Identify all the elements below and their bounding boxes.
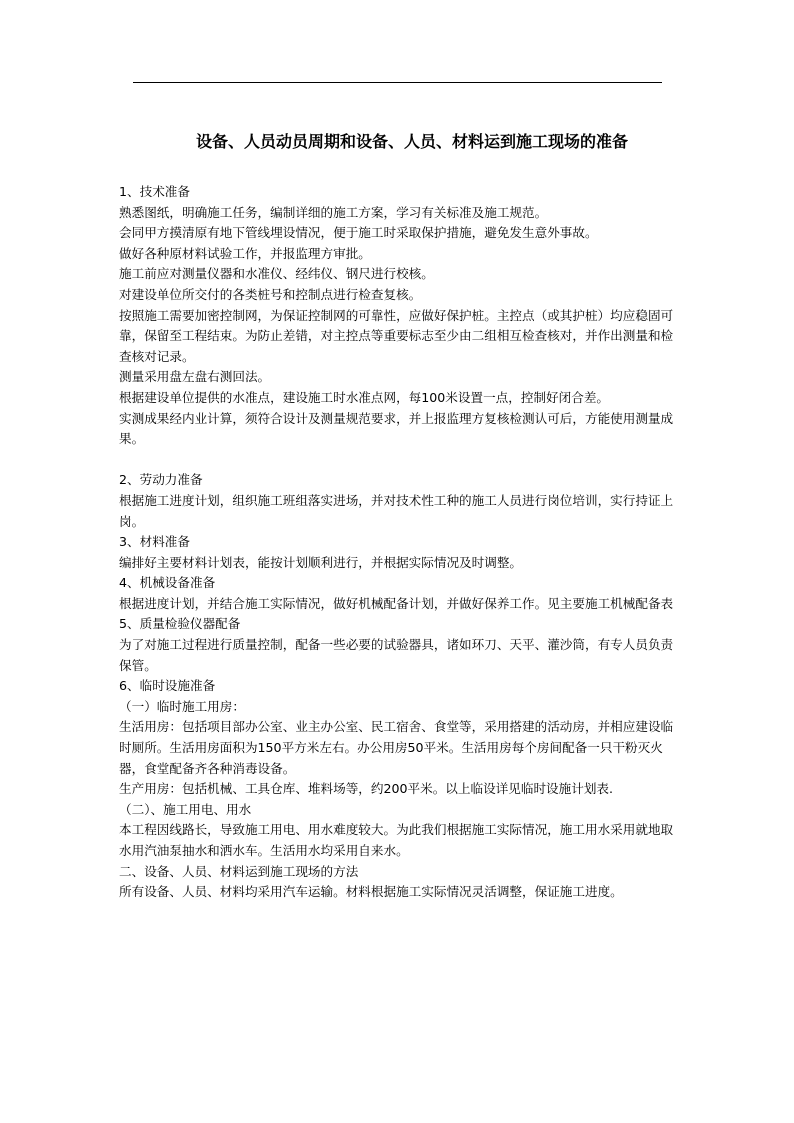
paragraph: 会同甲方摸清原有地下管线埋设情况，便于施工时采取保护措施，避免发生意外事故。 <box>119 225 598 241</box>
document-title: 设备、人员动员周期和设备、人员、材料运到施工现场的准备 <box>195 132 628 151</box>
paragraph: 生产用房：包括机械、工具仓库、堆料场等，约200平米。以上临设详见临时设施计划表. <box>119 781 614 797</box>
section-heading: 2、劳动力准备 <box>119 472 203 488</box>
paragraph: 按照施工需要加密控制网，为保证控制网的可靠性，应做好保护桩。主控点（或其护桩）均应稳固可靠，保留至工程结束。为防止差错，对主控点等重要标志至少由二组相互检查核对，并作出测量和检查核对记录。 <box>119 307 674 364</box>
section-heading: 4、机械设备准备 <box>119 575 216 591</box>
paragraph: 测量采用盘左盘右测回法。 <box>119 369 271 385</box>
section-heading: 3、材料准备 <box>119 534 190 550</box>
paragraph: 编排好主要材料计划表，能按计划顺利进行，并根据实际情况及时调整。 <box>119 554 522 570</box>
paragraph: 为了对施工过程进行质量控制，配备一些必要的试验器具，诸如环刀、天平、灌沙筒，有专人员负责保管。 <box>119 637 674 673</box>
subheading: （二）、施工用电、用水 <box>119 801 252 817</box>
paragraph: 所有设备、人员、材料均采用汽车运输。材料根据施工实际情况灵活调整，保证施工进度。 <box>119 884 623 900</box>
paragraph: 根据施工进度计划，组织施工班组落实进场，并对技术性工种的施工人员进行岗位培训，实行持证上岗。 <box>119 492 674 529</box>
paragraph: 根据建设单位提供的水准点，建设施工时水准点网，每100米设置一点，控制好闭合差。 <box>119 389 610 405</box>
paragraph: 施工前应对测量仪器和水准仪、经纬仪、钢尺进行校核。 <box>119 266 434 282</box>
document-body <box>119 182 679 903</box>
paragraph: 生活用房：包括项目部办公室、业主办公室、民工宿舍、食堂等，采用搭建的活动房，并相应建设临时厕所。生活用房面积为150平方米左右。办公用房50平米。生活用房每个房间配备一只干粉灭火器，食堂配备齐各种消毒设备。 <box>119 719 674 776</box>
paragraph: 本工程因线路长，导致施工用电、用水难度较大。为此我们根据施工实际情况，施工用水采用就地取水用汽油泵抽水和洒水车。生活用水均采用自来水。 <box>119 822 674 858</box>
section-heading: 6、临时设施准备 <box>119 678 216 694</box>
section-heading: 二、设备、人员、材料运到施工现场的方法 <box>119 863 359 879</box>
section-heading: 5、质量检验仪器配备 <box>119 616 241 632</box>
header-rule <box>133 82 662 83</box>
paragraph-spacer <box>119 450 679 471</box>
subheading: （一）临时施工用房： <box>119 698 245 714</box>
paragraph: 根据进度计划，并结合施工实际情况，做好机械配备计划，并做好保养工作。见主要施工机械配备表 <box>119 595 674 611</box>
section-heading: 1、技术准备 <box>119 184 190 199</box>
paragraph: 实测成果经内业计算，须符合设计及测量规范要求，并上报监理方复核检测认可后，方能使用测量成果。 <box>119 410 674 447</box>
paragraph: 熟悉图纸，明确施工任务，编制详细的施工方案，学习有关标准及施工规范。 <box>119 204 548 220</box>
paragraph: 对建设单位所交付的各类桩号和控制点进行检查复核。 <box>119 286 422 302</box>
paragraph: 做好各种原材料试验工作，并报监理方审批。 <box>119 245 371 261</box>
